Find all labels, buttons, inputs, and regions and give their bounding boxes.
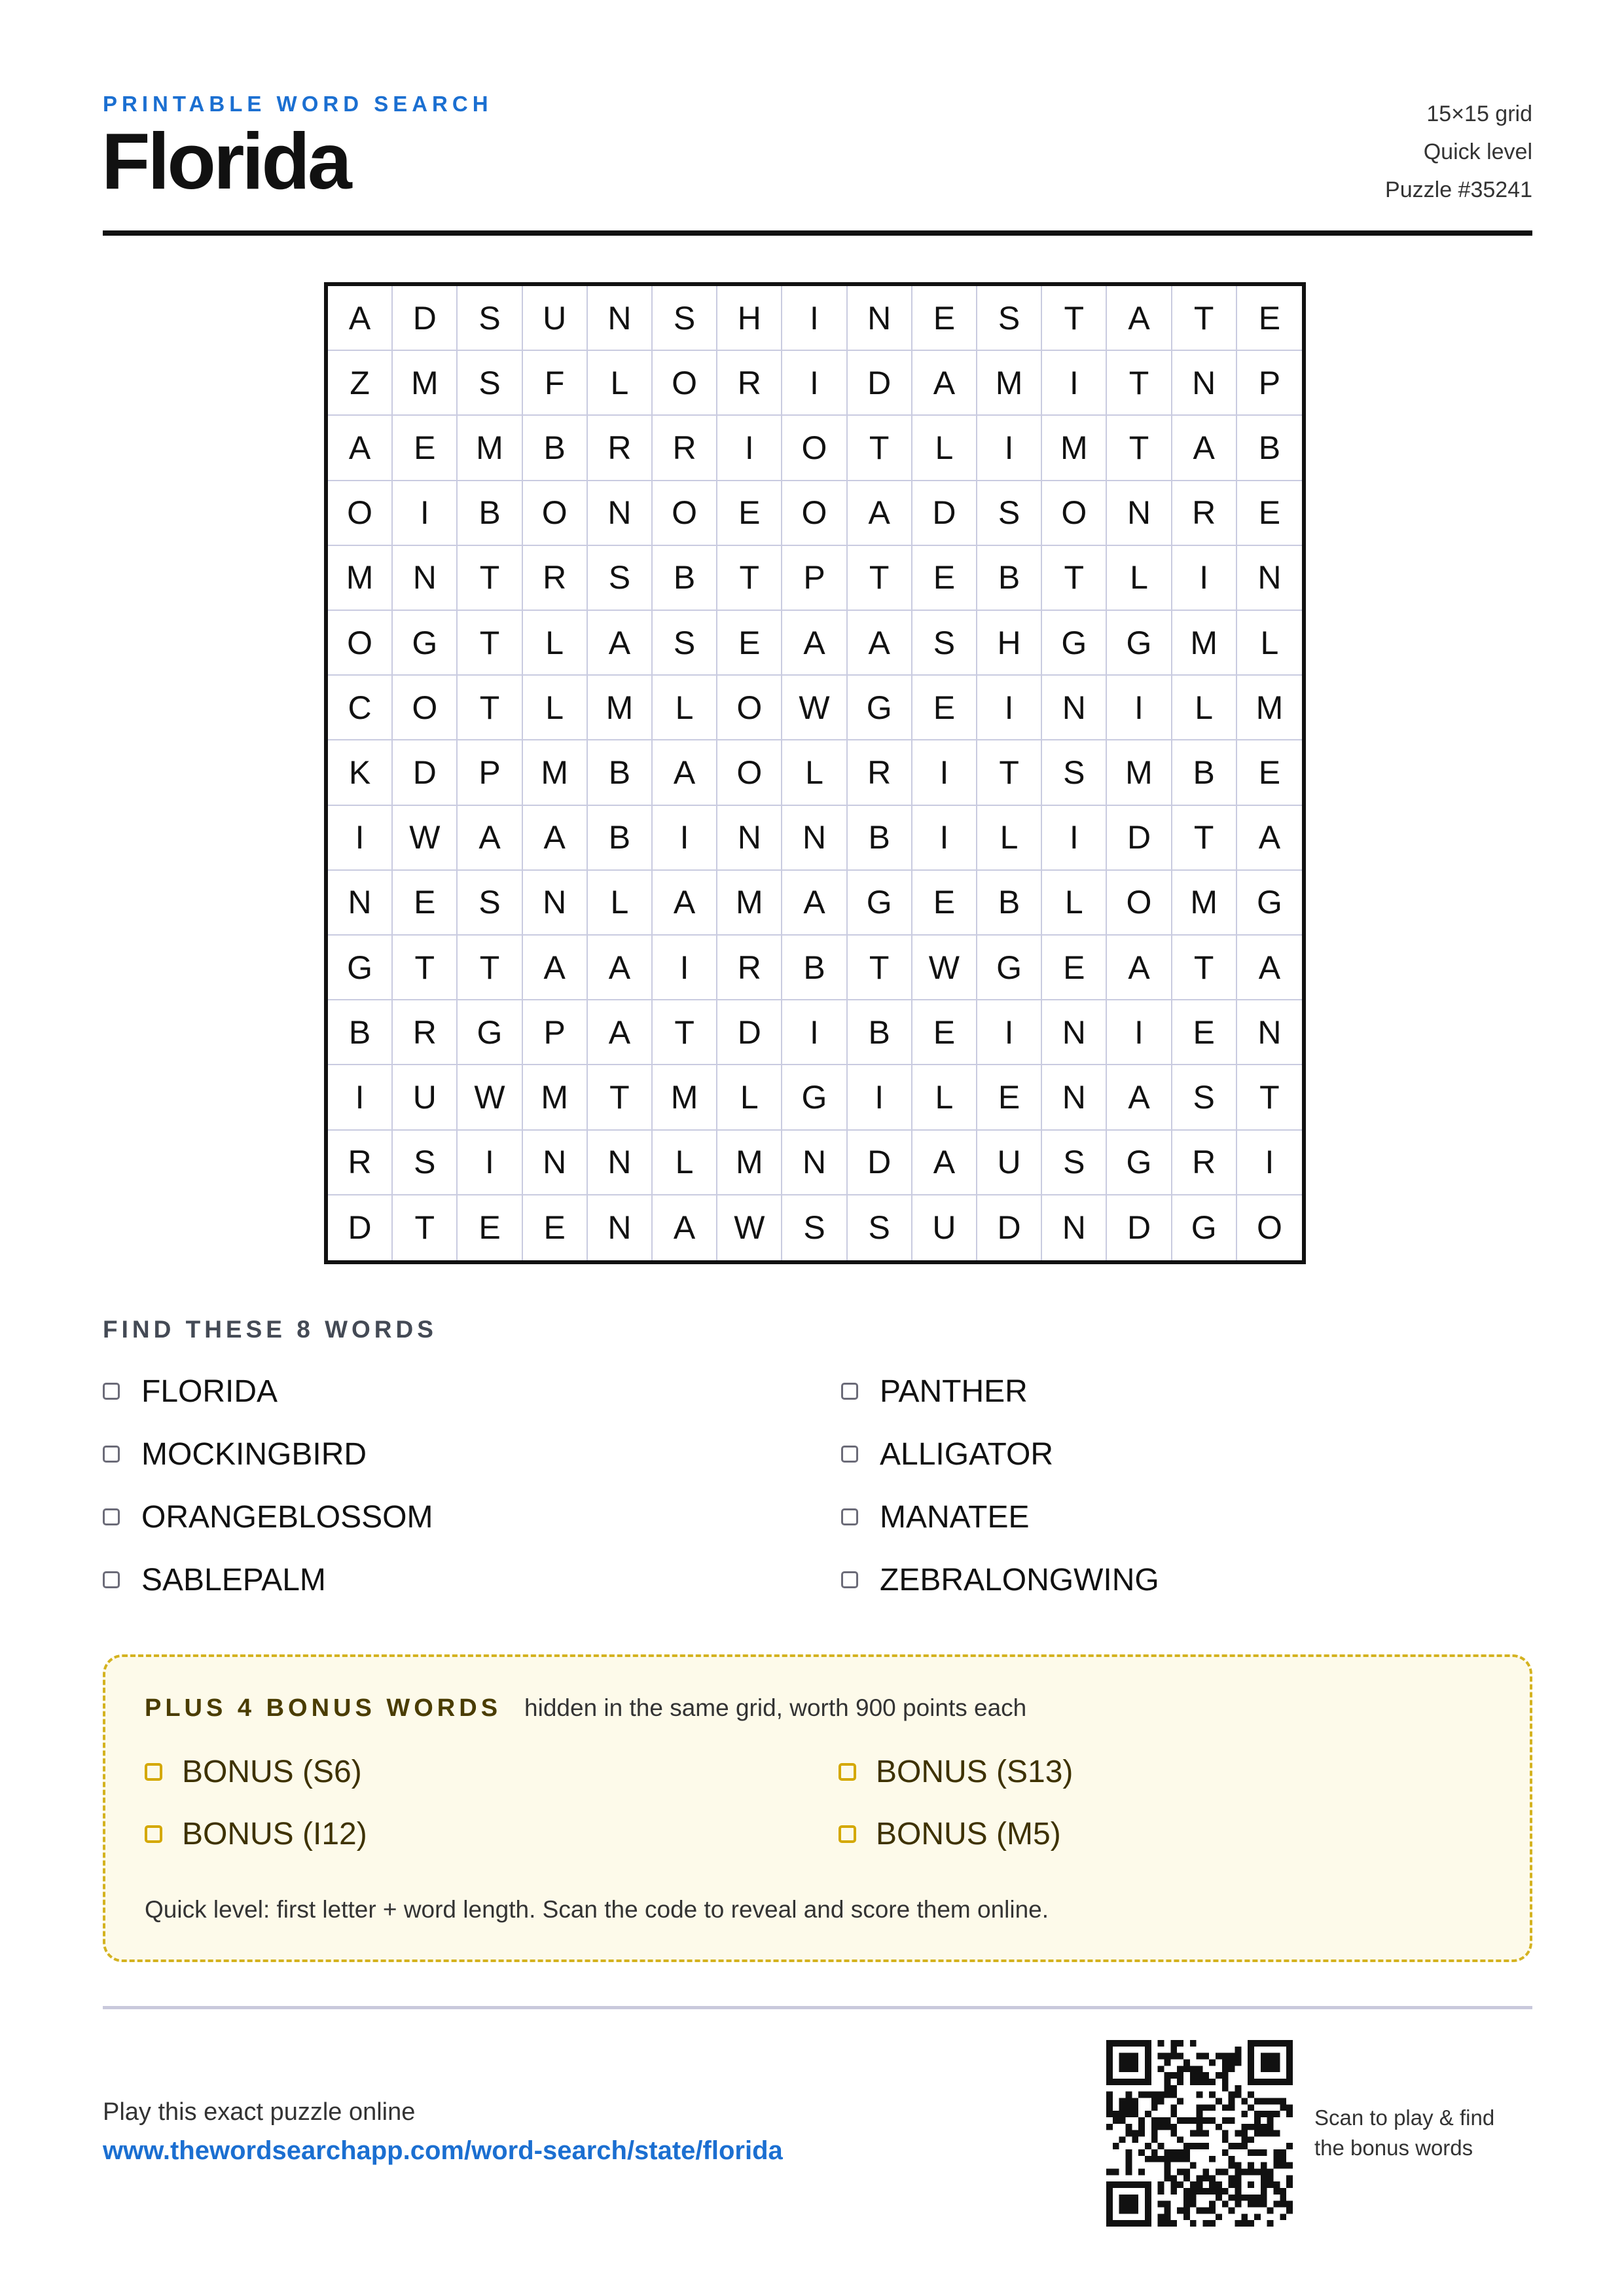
grid-cell[interactable]: B <box>848 806 912 871</box>
grid-cell[interactable]: B <box>588 740 653 805</box>
grid-cell[interactable]: S <box>1172 1065 1237 1130</box>
grid-cell[interactable]: L <box>912 416 977 481</box>
grid-cell[interactable]: D <box>848 1131 912 1195</box>
grid-cell[interactable]: I <box>1107 1000 1172 1065</box>
grid-cell[interactable]: S <box>458 286 522 351</box>
grid-cell[interactable]: W <box>458 1065 522 1130</box>
grid-cell[interactable]: R <box>588 416 653 481</box>
grid-cell[interactable]: G <box>328 936 393 1000</box>
grid-cell[interactable]: A <box>848 611 912 676</box>
grid-cell[interactable]: B <box>782 936 847 1000</box>
grid-cell[interactable]: I <box>328 806 393 871</box>
grid-cell[interactable]: T <box>588 1065 653 1130</box>
grid-cell[interactable]: A <box>1107 1065 1172 1130</box>
word-list-item[interactable] <box>841 1560 1159 1599</box>
grid-cell[interactable]: O <box>328 481 393 546</box>
bonus-checkbox-icon[interactable] <box>145 1763 162 1781</box>
grid-cell[interactable]: A <box>328 416 393 481</box>
header-divider <box>103 230 1532 236</box>
grid-cell[interactable]: K <box>328 740 393 805</box>
grid-cell[interactable]: O <box>653 351 717 416</box>
grid-cell[interactable]: S <box>912 611 977 676</box>
grid-cell[interactable]: B <box>848 1000 912 1065</box>
page-eyebrow: PRINTABLE WORD SEARCH <box>103 92 493 116</box>
grid-cell[interactable]: T <box>393 1195 458 1260</box>
bonus-word-text: BONUS (I12) <box>182 1816 367 1851</box>
grid-cell[interactable]: A <box>458 806 522 871</box>
grid-cell[interactable]: E <box>912 676 977 740</box>
grid-cell[interactable]: R <box>848 740 912 805</box>
grid-cell[interactable]: I <box>782 286 847 351</box>
grid-cell[interactable]: I <box>653 936 717 1000</box>
word-checkbox-icon[interactable] <box>103 1571 120 1588</box>
grid-cell[interactable]: M <box>1172 871 1237 936</box>
grid-cell[interactable]: M <box>458 416 522 481</box>
grid-cell[interactable]: S <box>588 546 653 611</box>
grid-cell[interactable]: S <box>1042 740 1107 805</box>
grid-cell[interactable]: S <box>1042 1131 1107 1195</box>
footer-divider <box>103 2006 1532 2009</box>
grid-cell[interactable]: A <box>848 481 912 546</box>
grid-cell[interactable]: U <box>912 1195 977 1260</box>
grid-cell[interactable]: T <box>458 611 522 676</box>
grid-cell[interactable]: T <box>1107 351 1172 416</box>
bonus-word-item[interactable] <box>145 1752 362 1791</box>
grid-cell[interactable]: T <box>1172 286 1237 351</box>
grid-cell[interactable]: D <box>717 1000 782 1065</box>
grid-cell[interactable]: R <box>1172 481 1237 546</box>
bonus-checkbox-icon[interactable] <box>145 1825 162 1843</box>
grid-cell[interactable]: S <box>977 481 1042 546</box>
grid-cell[interactable]: N <box>588 481 653 546</box>
grid-cell[interactable]: B <box>328 1000 393 1065</box>
grid-cell[interactable]: N <box>782 1131 847 1195</box>
grid-cell[interactable]: R <box>717 351 782 416</box>
grid-cell[interactable]: M <box>653 1065 717 1130</box>
grid-cell[interactable]: W <box>393 806 458 871</box>
grid-cell[interactable]: T <box>977 740 1042 805</box>
grid-cell[interactable]: R <box>523 546 588 611</box>
grid-cell[interactable]: M <box>1107 740 1172 805</box>
grid-cell[interactable]: I <box>653 806 717 871</box>
grid-cell[interactable]: U <box>523 286 588 351</box>
grid-cell[interactable]: O <box>1107 871 1172 936</box>
grid-cell[interactable]: A <box>782 871 847 936</box>
grid-cell[interactable]: I <box>1042 806 1107 871</box>
grid-cell[interactable]: M <box>977 351 1042 416</box>
bonus-label: PLUS 4 BONUS WORDS <box>145 1694 502 1722</box>
grid-cell[interactable]: E <box>393 871 458 936</box>
word-text: PANTHER <box>880 1374 1028 1409</box>
grid-cell[interactable]: A <box>912 351 977 416</box>
grid-cell[interactable]: I <box>977 676 1042 740</box>
bonus-word-text: BONUS (S13) <box>876 1754 1074 1789</box>
grid-cell[interactable]: I <box>458 1131 522 1195</box>
grid-cell[interactable]: I <box>1042 351 1107 416</box>
grid-cell[interactable]: T <box>848 416 912 481</box>
grid-cell[interactable]: T <box>1172 936 1237 1000</box>
grid-cell[interactable]: O <box>1042 481 1107 546</box>
grid-cell[interactable]: P <box>523 1000 588 1065</box>
word-list-item[interactable] <box>841 1497 1029 1537</box>
qr-caption <box>1314 2103 1511 2163</box>
grid-cell[interactable]: O <box>782 416 847 481</box>
bonus-panel <box>103 1654 1532 1962</box>
grid-cell[interactable]: D <box>912 481 977 546</box>
grid-cell[interactable]: E <box>1237 481 1302 546</box>
grid-cell[interactable]: I <box>977 416 1042 481</box>
grid-cell[interactable]: W <box>782 676 847 740</box>
grid-cell[interactable]: N <box>523 1131 588 1195</box>
grid-cell[interactable]: D <box>977 1195 1042 1260</box>
grid-cell[interactable]: A <box>1172 416 1237 481</box>
grid-cell[interactable]: M <box>523 740 588 805</box>
grid-cell[interactable]: E <box>523 1195 588 1260</box>
grid-cell[interactable]: T <box>458 936 522 1000</box>
grid-cell[interactable]: N <box>393 546 458 611</box>
grid-cell[interactable]: D <box>1107 1195 1172 1260</box>
grid-cell[interactable]: I <box>782 351 847 416</box>
grid-cell[interactable]: T <box>1107 416 1172 481</box>
grid-cell[interactable]: I <box>912 740 977 805</box>
grid-cell[interactable]: G <box>782 1065 847 1130</box>
word-text: SABLEPALM <box>141 1562 326 1597</box>
grid-cell[interactable]: S <box>458 351 522 416</box>
grid-cell[interactable]: R <box>717 936 782 1000</box>
grid-cell[interactable]: N <box>1107 481 1172 546</box>
grid-cell[interactable]: M <box>1172 611 1237 676</box>
bonus-checkbox-icon[interactable] <box>839 1763 856 1781</box>
grid-cell[interactable]: U <box>977 1131 1042 1195</box>
grid-cell[interactable]: A <box>588 936 653 1000</box>
grid-cell[interactable]: B <box>977 546 1042 611</box>
grid-cell[interactable]: Z <box>328 351 393 416</box>
grid-cell[interactable]: E <box>1237 286 1302 351</box>
grid-cell[interactable]: G <box>1042 611 1107 676</box>
puzzle-number-label: Puzzle #35241 <box>1385 177 1532 202</box>
grid-cell[interactable]: I <box>912 806 977 871</box>
grid-cell[interactable]: R <box>653 416 717 481</box>
grid-cell[interactable]: H <box>717 286 782 351</box>
grid-cell[interactable]: R <box>1172 1131 1237 1195</box>
word-text: FLORIDA <box>141 1374 278 1409</box>
grid-cell[interactable]: N <box>1042 676 1107 740</box>
grid-cell[interactable]: L <box>717 1065 782 1130</box>
bonus-subtitle: hidden in the same grid, worth 900 points each <box>524 1694 1027 1721</box>
grid-cell[interactable]: L <box>588 871 653 936</box>
grid-cell[interactable]: E <box>912 286 977 351</box>
grid-cell[interactable]: T <box>1042 546 1107 611</box>
grid-cell[interactable]: A <box>912 1131 977 1195</box>
grid-cell[interactable]: I <box>1107 676 1172 740</box>
grid-cell[interactable]: O <box>717 676 782 740</box>
word-text: ZEBRALONGWING <box>880 1562 1159 1597</box>
grid-cell[interactable]: B <box>977 871 1042 936</box>
grid-cell[interactable]: A <box>1107 936 1172 1000</box>
play-online-label: Play this exact puzzle online <box>103 2098 416 2126</box>
grid-cell[interactable]: S <box>653 286 717 351</box>
grid-cell[interactable]: I <box>977 1000 1042 1065</box>
grid-cell[interactable]: M <box>523 1065 588 1130</box>
grid-cell[interactable]: O <box>782 481 847 546</box>
grid-cell[interactable]: N <box>588 1195 653 1260</box>
word-checkbox-icon[interactable] <box>841 1571 858 1588</box>
grid-cell[interactable]: G <box>393 611 458 676</box>
grid-size-label: 15×15 grid <box>1426 101 1532 126</box>
word-text: MOCKINGBIRD <box>141 1436 367 1472</box>
word-list-item[interactable] <box>841 1434 1053 1474</box>
grid-cell[interactable]: B <box>588 806 653 871</box>
grid-cell[interactable]: A <box>588 611 653 676</box>
word-list-item[interactable] <box>103 1560 326 1599</box>
grid-cell[interactable]: N <box>1237 546 1302 611</box>
grid-cell[interactable]: M <box>717 871 782 936</box>
bonus-note: Quick level: first letter + word length. Scan the code to reveal and score them online. <box>145 1896 1049 1923</box>
grid-cell[interactable]: O <box>653 481 717 546</box>
grid-cell[interactable]: G <box>848 871 912 936</box>
grid-cell[interactable]: L <box>782 740 847 805</box>
word-list-item[interactable] <box>841 1372 1028 1411</box>
grid-cell[interactable]: G <box>1237 871 1302 936</box>
bonus-word-text: BONUS (S6) <box>182 1754 362 1789</box>
word-checkbox-icon[interactable] <box>841 1383 858 1400</box>
grid-cell[interactable]: E <box>912 1000 977 1065</box>
grid-cell[interactable]: N <box>328 871 393 936</box>
grid-cell[interactable]: S <box>458 871 522 936</box>
grid-cell[interactable]: I <box>1237 1131 1302 1195</box>
grid-cell[interactable]: T <box>393 936 458 1000</box>
qr-caption-line: the bonus words <box>1314 2136 1473 2160</box>
grid-cell[interactable]: E <box>717 611 782 676</box>
grid-cell[interactable]: I <box>782 1000 847 1065</box>
grid-cell[interactable]: T <box>458 676 522 740</box>
grid-cell[interactable]: C <box>328 676 393 740</box>
level-label: Quick level <box>1423 139 1532 164</box>
grid-cell[interactable]: L <box>1172 676 1237 740</box>
grid-cell[interactable]: M <box>393 351 458 416</box>
grid-cell[interactable]: N <box>1042 1000 1107 1065</box>
page-title: Florida <box>101 117 350 206</box>
grid-cell[interactable]: I <box>848 1065 912 1130</box>
grid-cell[interactable]: A <box>782 611 847 676</box>
grid-cell[interactable]: E <box>912 546 977 611</box>
grid-cell[interactable]: T <box>1172 806 1237 871</box>
grid-cell[interactable]: N <box>588 286 653 351</box>
grid-cell[interactable]: N <box>1237 1000 1302 1065</box>
grid-cell[interactable]: E <box>977 1065 1042 1130</box>
grid-cell[interactable]: A <box>1237 936 1302 1000</box>
grid-cell[interactable]: U <box>393 1065 458 1130</box>
grid-cell[interactable]: N <box>523 871 588 936</box>
bonus-word-item[interactable] <box>145 1814 367 1853</box>
grid-cell[interactable]: E <box>458 1195 522 1260</box>
grid-cell[interactable]: M <box>328 546 393 611</box>
grid-cell[interactable]: G <box>848 676 912 740</box>
grid-cell[interactable]: A <box>1237 806 1302 871</box>
grid-cell[interactable]: O <box>717 740 782 805</box>
grid-cell[interactable]: T <box>717 546 782 611</box>
grid-cell[interactable]: W <box>912 936 977 1000</box>
bonus-word-item[interactable] <box>839 1752 1073 1791</box>
grid-cell[interactable]: R <box>393 1000 458 1065</box>
grid-cell[interactable]: O <box>1256 1209 1282 1247</box>
word-text: ORANGEBLOSSOM <box>141 1499 433 1535</box>
grid-cell[interactable]: S <box>848 1195 912 1260</box>
grid-cell[interactable]: A <box>1107 286 1172 351</box>
grid-cell[interactable]: E <box>1237 740 1302 805</box>
grid-cell[interactable]: I <box>717 416 782 481</box>
qr-caption-line: Scan to play & find <box>1314 2105 1495 2130</box>
bonus-header <box>145 1694 1026 1722</box>
grid-cell[interactable]: B <box>523 416 588 481</box>
grid-cell[interactable]: H <box>977 611 1042 676</box>
grid-cell[interactable]: A <box>653 871 717 936</box>
grid-cell[interactable]: B <box>458 481 522 546</box>
grid-cell[interactable]: L <box>977 806 1042 871</box>
grid-cell[interactable]: I <box>1172 546 1237 611</box>
grid-cell[interactable]: T <box>458 546 522 611</box>
grid-cell[interactable]: D <box>848 351 912 416</box>
grid-cell[interactable]: T <box>653 1000 717 1065</box>
grid-cell[interactable]: N <box>1042 1065 1107 1130</box>
grid-cell[interactable]: S <box>393 1131 458 1195</box>
grid-cell[interactable]: O <box>393 676 458 740</box>
grid-cell[interactable]: F <box>523 351 588 416</box>
puzzle-meta <box>1385 95 1532 209</box>
grid-cell[interactable]: G <box>977 936 1042 1000</box>
grid-cell[interactable]: D <box>393 740 458 805</box>
grid-cell[interactable]: B <box>653 546 717 611</box>
find-words-heading: FIND THESE 8 WORDS <box>103 1316 437 1343</box>
grid-cell[interactable]: I <box>393 481 458 546</box>
grid-cell[interactable]: E <box>1042 936 1107 1000</box>
word-text: ALLIGATOR <box>880 1436 1053 1472</box>
word-checkbox-icon[interactable] <box>103 1508 120 1525</box>
grid-cell[interactable]: E <box>717 481 782 546</box>
grid-cell[interactable]: M <box>1237 676 1302 740</box>
grid-cell[interactable]: L <box>1042 871 1107 936</box>
grid-cell[interactable]: N <box>1172 351 1237 416</box>
grid-cell[interactable]: M <box>588 676 653 740</box>
grid-cell[interactable]: L <box>1237 611 1302 676</box>
grid-cell[interactable]: T <box>848 936 912 1000</box>
grid-cell[interactable]: S <box>782 1195 847 1260</box>
grid-cell[interactable]: A <box>328 286 393 351</box>
grid-cell[interactable]: I <box>328 1065 393 1130</box>
grid-cell[interactable]: T <box>1237 1065 1302 1130</box>
grid-cell[interactable]: L <box>1107 546 1172 611</box>
grid-cell[interactable]: N <box>1042 1195 1107 1260</box>
letter-grid[interactable] <box>324 282 1306 1264</box>
word-list-item[interactable] <box>103 1497 433 1537</box>
grid-cell[interactable]: L <box>653 1131 717 1195</box>
grid-cell[interactable]: W <box>717 1195 782 1260</box>
grid-cell[interactable]: G <box>1107 1131 1172 1195</box>
grid-cell[interactable]: M <box>717 1131 782 1195</box>
grid-cell[interactable]: M <box>1042 416 1107 481</box>
grid-cell[interactable]: T <box>1042 286 1107 351</box>
grid-cell[interactable]: N <box>588 1131 653 1195</box>
grid-cell[interactable]: G <box>1107 611 1172 676</box>
word-text: MANATEE <box>880 1499 1030 1535</box>
grid-cell[interactable]: L <box>523 676 588 740</box>
grid-cell[interactable]: A <box>653 1195 717 1260</box>
grid-cell[interactable]: P <box>782 546 847 611</box>
bonus-word-text: BONUS (M5) <box>876 1816 1061 1851</box>
grid-cell[interactable]: N <box>848 286 912 351</box>
qr-code-icon[interactable] <box>1106 2040 1293 2227</box>
grid-cell[interactable]: E <box>1172 1000 1237 1065</box>
grid-cell[interactable]: B <box>1237 416 1302 481</box>
grid-cell[interactable]: B <box>1172 740 1237 805</box>
grid-cell[interactable]: S <box>653 611 717 676</box>
word-list-item[interactable] <box>103 1434 367 1474</box>
word-checkbox-icon[interactable] <box>103 1383 120 1400</box>
grid-cell[interactable]: L <box>588 351 653 416</box>
bonus-checkbox-icon[interactable] <box>839 1825 856 1843</box>
grid-cell[interactable]: A <box>523 806 588 871</box>
grid-cell[interactable]: P <box>1237 351 1302 416</box>
word-checkbox-icon[interactable] <box>103 1446 120 1463</box>
grid-cell[interactable]: E <box>912 871 977 936</box>
word-list-item[interactable] <box>103 1372 278 1411</box>
grid-cell[interactable]: L <box>912 1065 977 1130</box>
grid-cell[interactable]: O <box>523 481 588 546</box>
grid-cell[interactable]: G <box>1172 1195 1237 1260</box>
grid-cell[interactable]: S <box>977 286 1042 351</box>
grid-cell[interactable]: D <box>1107 806 1172 871</box>
grid-cell[interactable]: E <box>393 416 458 481</box>
grid-cell[interactable]: L <box>523 611 588 676</box>
bonus-word-item[interactable] <box>839 1814 1061 1853</box>
puzzle-url-link[interactable]: www.thewordsearchapp.com/word-search/state/florida <box>103 2136 783 2165</box>
grid-cell[interactable]: O <box>328 611 393 676</box>
grid-cell[interactable]: G <box>458 1000 522 1065</box>
grid-cell[interactable]: R <box>328 1131 393 1195</box>
grid-cell[interactable]: A <box>588 1000 653 1065</box>
word-checkbox-icon[interactable] <box>841 1508 858 1525</box>
grid-cell[interactable]: T <box>848 546 912 611</box>
grid-cell[interactable]: D <box>393 286 458 351</box>
grid-cell[interactable]: D <box>328 1195 393 1260</box>
grid-cell[interactable]: A <box>523 936 588 1000</box>
word-checkbox-icon[interactable] <box>841 1446 858 1463</box>
grid-cell[interactable]: N <box>717 806 782 871</box>
grid-cell[interactable]: N <box>782 806 847 871</box>
grid-cell[interactable]: A <box>653 740 717 805</box>
grid-cell[interactable]: P <box>458 740 522 805</box>
grid-cell[interactable]: L <box>653 676 717 740</box>
